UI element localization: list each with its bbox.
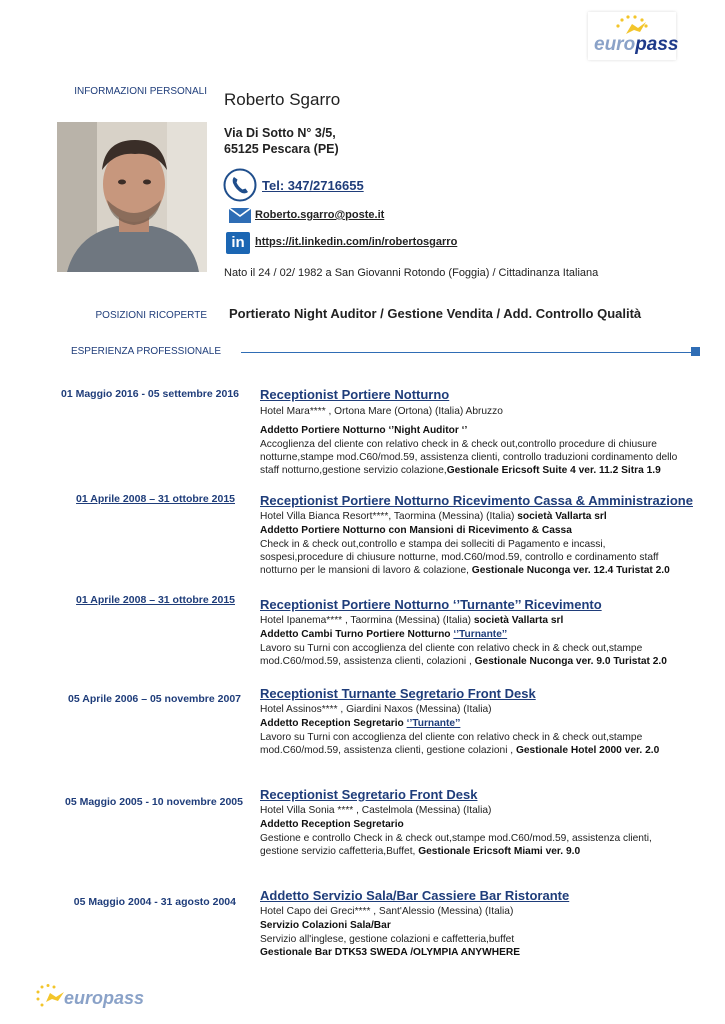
job-title: Receptionist Portiere Notturno ‘’Turnante’’ Ricevimento (260, 597, 602, 612)
job-role-text: Addetto Reception Segretario (260, 718, 407, 729)
job-role-highlight: ‘’Turnante’’ (453, 629, 508, 640)
phone-icon (223, 168, 257, 202)
job-desc-line: Lavoro su Turni con accoglienza del cliente con relativo check in & check out,stampe (260, 732, 643, 743)
europass-star-figure-icon (34, 984, 68, 1010)
job-software: Gestionale Bar DTK53 SWEDA /OLYMPIA ANYWHERE (260, 947, 521, 958)
job-role-text: Addetto Cambi Turno Portiere Notturno (260, 629, 454, 640)
job-software: Gestionale Nuconga ver. 12.4 Turistat 2.0 (471, 565, 670, 576)
job-desc-line (260, 845, 580, 858)
job-desc-text: notturno per le mansioni di lavoro & colazione, (260, 565, 472, 576)
job-title: Addetto Servizio Sala/Bar Cassiere Bar Ristorante (260, 888, 570, 903)
job-desc-line: Lavoro su Turni con accoglienza del cliente con relativo check in & check out,stampe (260, 643, 643, 654)
job-employer: Hotel Capo dei Greci**** , Sant'Alessio (Messina) (Italia) (260, 906, 514, 917)
job-company: società Vallarta srl (517, 511, 607, 522)
job-software: Gestionale Nuconga ver. 9.0 Turistat 2.0 (474, 656, 667, 667)
job-role (260, 717, 460, 730)
logo-pass-text: pass (103, 988, 145, 1008)
job-desc-line: Check in & check out,controllo e stampa dei solleciti di Pagamento e incassi, (260, 539, 606, 550)
job-date: 01 Aprile 2008 – 31 ottobre 2015 (76, 493, 235, 505)
job-desc-line (260, 655, 667, 668)
job-desc-text: staff notturno,gestione servizio colazione, (260, 465, 447, 476)
job-role: Addetto Portiere Notturno ‘’Night Auditor ‘’ (260, 425, 468, 436)
linkedin-icon (226, 232, 250, 254)
address-line-2: 65125 Pescara (PE) (224, 142, 339, 156)
job-date: 05 Maggio 2005 - 10 novembre 2005 (64, 796, 243, 808)
job-company: società Vallarta srl (473, 615, 564, 626)
email-link[interactable]: Roberto.sgarro@poste.it (255, 209, 385, 221)
job-date: 05 Maggio 2004 - 31 agosto 2004 (73, 896, 236, 908)
experience-rule (241, 352, 692, 353)
job-date: 05 Aprile 2006 – 05 novembre 2007 (68, 693, 241, 705)
logo-pass-text: pass (635, 34, 679, 55)
job-employer: Hotel Villa Sonia **** , Castelmola (Messina) (Italia) (260, 805, 492, 816)
job-desc-line (260, 564, 670, 577)
job-software: Gestionale Ericsoft Suite 4 ver. 11.2 Sitra 1.9 (446, 465, 661, 476)
email-icon (229, 208, 251, 223)
full-name: Roberto Sgarro (224, 90, 341, 109)
job-role: Servizio Colazioni Sala/Bar (260, 920, 391, 931)
job-desc-line: notturne,stampe mod.C60/mod.59, assistenza clienti, controllo traduzioni cordinamento dello (260, 452, 678, 463)
linkedin-badge-text: in (231, 234, 245, 251)
logo-euro-text: euro (594, 34, 636, 55)
job-title: Receptionist Portiere Notturno (260, 387, 450, 402)
job-role: Addetto Reception Segretario (260, 819, 404, 830)
job-title: Receptionist Turnante Segretario Front Desk (260, 686, 536, 701)
job-software: Gestionale Ericsoft Miami ver. 9.0 (418, 846, 581, 857)
job-desc-text: mod.C60/mod.59, assistenza clienti, colazioni , (260, 656, 475, 667)
job-desc-line: Servizio all'inglese, gestione colazioni e caffetteria,buffet (260, 934, 515, 945)
job-desc-line: sospesi,procedure di chiusure notturne, mod.C60/mod.59, controllo e cordinamento staff (260, 552, 659, 563)
job-employer: Hotel Mara**** , Ortona Mare (Ortona) (Italia) Abruzzo (260, 406, 503, 417)
job-desc-text: gestione servizio caffetteria,Buffet, (260, 846, 419, 857)
job-desc-line (260, 464, 661, 477)
job-desc-text: mod.C60/mod.59, assistenza clienti, gestione colazioni , (260, 745, 516, 756)
personal-info-label: INFORMAZIONI PERSONALI (74, 86, 207, 97)
experience-label: ESPERIENZA PROFESSIONALE (70, 346, 221, 357)
job-date: 01 Aprile 2008 – 31 ottobre 2015 (76, 594, 235, 606)
job-role-highlight: ‘’Turnante’’ (406, 718, 461, 729)
job-desc-line (260, 744, 659, 757)
job-employer: Hotel Assinos**** , Giardini Naxos (Messina) (Italia) (260, 704, 492, 715)
address-line-1: Via Di Sotto N° 3/5, (224, 126, 336, 140)
job-title: Receptionist Segretario Front Desk (260, 787, 478, 802)
linkedin-link[interactable]: https://it.linkedin.com/in/robertosgarro (255, 236, 458, 248)
job-role (260, 628, 507, 641)
europass-footer-logo (34, 984, 145, 1014)
job-date: 01 Maggio 2016 - 05 settembre 2016 (60, 388, 239, 400)
profile-photo (57, 122, 207, 272)
job-software: Gestionale Hotel 2000 ver. 2.0 (515, 745, 660, 756)
job-employer (260, 510, 607, 523)
job-employer-text: Hotel Villa Bianca Resort****, Taormina (Messina) (Italia) (260, 511, 518, 522)
birth-info: Nato il 24 / 02/ 1982 a San Giovanni Rotondo (Foggia) / Cittadinanza Italiana (224, 267, 599, 279)
experience-rule-end (691, 347, 700, 356)
positions-value: Portierato Night Auditor / Gestione Vendita / Add. Controllo Qualità (229, 306, 642, 321)
phone-number[interactable]: Tel: 347/2716655 (262, 178, 364, 193)
job-role: Addetto Portiere Notturno con Mansioni di Ricevimento & Cassa (260, 525, 572, 536)
job-employer-text: Hotel Ipanema**** , Taormina (Messina) (Italia) (260, 615, 474, 626)
logo-euro-text: euro (64, 988, 104, 1008)
job-desc-line: Gestione e controllo Check in & check out,stampe mod.C60/mod.59, assistenza clienti, (260, 833, 652, 844)
job-title: Receptionist Portiere Notturno Ricevimento Cassa & Amministrazione (260, 493, 693, 508)
europass-logo (588, 12, 679, 60)
job-employer (260, 614, 563, 627)
job-desc-line: Accoglienza del cliente con relativo check in & check out,controllo procedure di chiusure (260, 439, 657, 450)
positions-label: POSIZIONI RICOPERTE (95, 310, 207, 321)
